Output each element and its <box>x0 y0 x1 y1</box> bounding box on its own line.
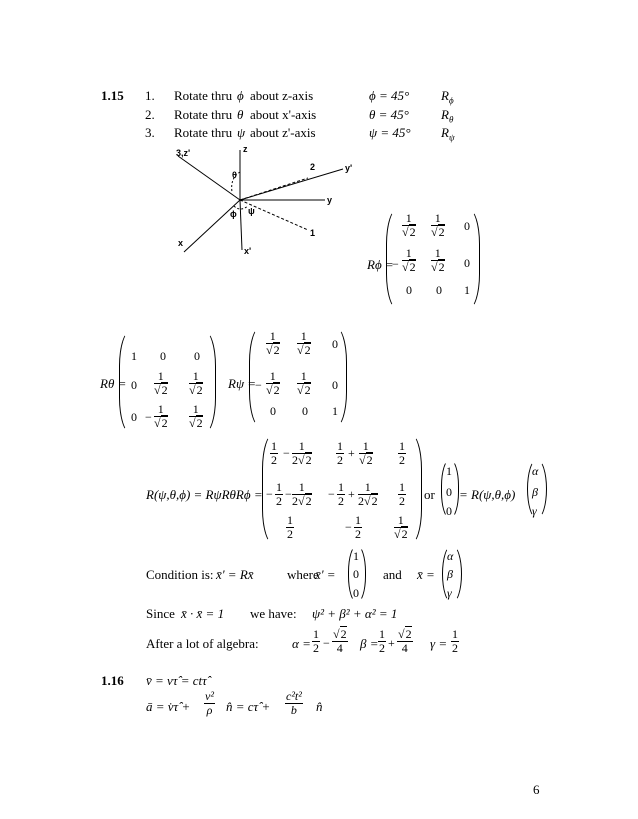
label-theta: θ <box>232 170 237 180</box>
step-symbol: ϕ <box>237 88 244 103</box>
matrix-entry: − <box>392 257 399 271</box>
matrix-entry: 1 √2 <box>154 369 168 397</box>
or-text: or <box>424 487 435 502</box>
velocity-equation: v̄ = vτ̂ = ctτ̂ <box>146 673 207 688</box>
we-have-text: we have: <box>250 606 297 621</box>
matrix-entry: + <box>348 446 355 460</box>
matrix-entry: 1 2√2 <box>292 480 312 508</box>
matrix-entry: 1 2 <box>276 480 282 508</box>
label-psi: ψ <box>248 206 255 216</box>
since-equation: x̄ · x̄ = 1 <box>181 606 225 621</box>
matrix-entry: 1 2 <box>355 513 361 541</box>
matrix-entry: 0 <box>464 219 470 233</box>
matrix-entry: 0 <box>302 404 308 418</box>
matrix-entry: 1 2 <box>337 439 343 467</box>
label-y: y <box>327 195 333 205</box>
r-total-rhs: = R(ψ,θ,ϕ) <box>459 487 516 502</box>
z-prime-axis-line <box>178 156 240 200</box>
label-z: z <box>243 144 248 154</box>
x-axis-line <box>184 200 240 252</box>
matrix-entry: 1 √2 <box>359 439 373 467</box>
vector-entry: 0 <box>446 504 452 518</box>
vector-entry: 0 <box>353 586 359 600</box>
matrix-entry: 1 √2 <box>189 402 203 430</box>
step-number: 1. <box>145 88 155 103</box>
step-text: Rotate thru <box>174 88 233 103</box>
where-text: where <box>287 567 319 582</box>
step-angle: ψ = 45° <box>369 125 411 140</box>
step-number: 3. <box>145 125 155 140</box>
step-text: Rotate thru <box>174 125 233 140</box>
acceleration-frac: c²t² b <box>286 689 302 717</box>
matrix-entry: 1 2 <box>287 513 293 541</box>
matrix-entry: 0 <box>160 349 166 363</box>
vector-entry: γ <box>447 586 452 600</box>
matrix-entry: 1 2 <box>399 480 405 508</box>
beta-frac: √2 4 <box>398 627 412 655</box>
step-symbol: θ <box>237 107 244 122</box>
plus-sign: + <box>388 636 395 650</box>
matrix-entry: 0 <box>270 404 276 418</box>
matrix-entry: 1 <box>464 283 470 297</box>
label-x-prime: x' <box>244 246 252 256</box>
matrix-entry: 1 2 <box>271 439 277 467</box>
rotation-diagram <box>160 142 360 262</box>
step-matrix: $R_\psi$ <box>441 125 455 143</box>
beta-frac: 1 2 <box>379 627 385 655</box>
matrix-entry: 1 2√2 <box>358 480 378 508</box>
matrix-entry: − <box>285 487 292 501</box>
step-text: about z-axis <box>250 88 314 103</box>
gamma-frac: 1 2 <box>452 627 458 655</box>
vector-entry: 0 <box>353 567 359 581</box>
vector-entry: 1 <box>446 464 452 478</box>
matrix-entry: 0 <box>332 378 338 392</box>
axis-2-line <box>240 178 308 200</box>
matrix-entry: − <box>328 487 335 501</box>
matrix-entry: 1 √2 <box>394 513 408 541</box>
matrix-entry: + <box>348 487 355 501</box>
matrix-entry: 0 <box>131 410 137 424</box>
matrix-entry: − <box>255 378 262 392</box>
we-have-equation: ψ² + β² + α² = 1 <box>312 606 398 621</box>
step-text: about x'-axis <box>250 107 317 122</box>
step-matrix: $R_\phi$ <box>441 88 454 106</box>
vector-entry: β <box>532 485 538 499</box>
matrix-entry: 1 <box>131 349 137 363</box>
r-psi-label: Rψ = <box>228 376 257 391</box>
step-number: 2. <box>145 107 155 122</box>
matrix-entry: 1 √2 <box>297 369 311 397</box>
x-equation: x̄ = <box>417 567 435 582</box>
step-text: Rotate thru <box>174 107 233 122</box>
acceleration-end: n̂ <box>316 699 323 714</box>
acceleration-frac: v² ρ <box>205 689 214 717</box>
step-angle: θ = 45° <box>369 107 409 122</box>
matrix-entry: − <box>145 410 152 424</box>
label-2: 2 <box>310 162 316 172</box>
vector-entry: α <box>447 549 454 563</box>
r-total-label: R(ψ,θ,ϕ) = RψRθRϕ = <box>146 487 263 502</box>
vector-entry: 1 <box>353 549 359 563</box>
matrix-entry: 1 √2 <box>266 329 280 357</box>
label-phi: ϕ <box>230 209 237 219</box>
matrix-entry: 1 √2 <box>431 211 445 239</box>
r-phi-label: Rϕ = <box>367 257 394 272</box>
step-symbol: ψ <box>237 125 246 140</box>
vector-entry: α <box>532 464 539 478</box>
algebra-text: After a lot of algebra: <box>146 636 259 651</box>
matrix-entry: 1 √2 <box>402 211 416 239</box>
gamma-result: γ = <box>430 636 448 651</box>
acceleration-lhs: ā = v̇τ̂ + <box>146 699 191 714</box>
step-matrix: $R_\theta$ <box>441 107 454 125</box>
matrix-entry: 1 <box>332 404 338 418</box>
matrix-entry: 0 <box>464 256 470 270</box>
matrix-entry: 0 <box>194 349 200 363</box>
matrix-entry: 1 √2 <box>266 369 280 397</box>
matrix-entry: 1 2√2 <box>292 439 312 467</box>
alpha-frac: 1 2 <box>313 627 319 655</box>
matrix-entry: 0 <box>131 378 137 392</box>
r-theta-label: Rθ = <box>100 376 127 391</box>
beta-result: β = <box>360 636 379 651</box>
step-text: about z'-axis <box>250 125 316 140</box>
matrix-entry: 0 <box>436 283 442 297</box>
matrix-entry: 1 2 <box>399 439 405 467</box>
page-number: 6 <box>533 782 540 797</box>
xprime-equation: x̄' = <box>315 567 336 582</box>
minus-sign: − <box>323 636 330 650</box>
matrix-entry: − <box>345 520 352 534</box>
matrix-entry: − <box>266 487 273 501</box>
condition-label: Condition is: <box>146 567 214 582</box>
alpha-result: α = <box>292 636 311 651</box>
matrix-entry: 1 2 <box>338 480 344 508</box>
and-text: and <box>383 567 402 582</box>
vector-entry: 0 <box>446 485 452 499</box>
matrix-entry: 1 √2 <box>154 402 168 430</box>
label-3z: 3,z' <box>176 148 191 158</box>
vector-entry: β <box>447 567 453 581</box>
matrix-entry: 0 <box>332 337 338 351</box>
matrix-entry: 1 √2 <box>402 246 416 274</box>
condition-equation: x̄' = Rx̄ <box>216 567 254 582</box>
label-1: 1 <box>310 228 316 238</box>
matrix-entry: 1 √2 <box>431 246 445 274</box>
matrix-entry: 0 <box>406 283 412 297</box>
matrix-entry: 1 √2 <box>189 369 203 397</box>
acceleration-mid: n̂ = cτ̂ + <box>226 699 271 714</box>
since-text: Since <box>146 606 175 621</box>
x-prime-axis-line <box>240 200 242 250</box>
matrix-entry: − <box>283 446 290 460</box>
problem-number: 1.15 <box>101 88 124 103</box>
problem-number: 1.16 <box>101 673 124 688</box>
vector-entry: γ <box>532 504 537 518</box>
label-x: x <box>178 238 184 248</box>
matrix-entry: 1 √2 <box>297 329 311 357</box>
label-y-prime: y' <box>345 163 353 173</box>
step-angle: ϕ = 45° <box>369 88 410 103</box>
alpha-frac: √2 4 <box>333 627 347 655</box>
